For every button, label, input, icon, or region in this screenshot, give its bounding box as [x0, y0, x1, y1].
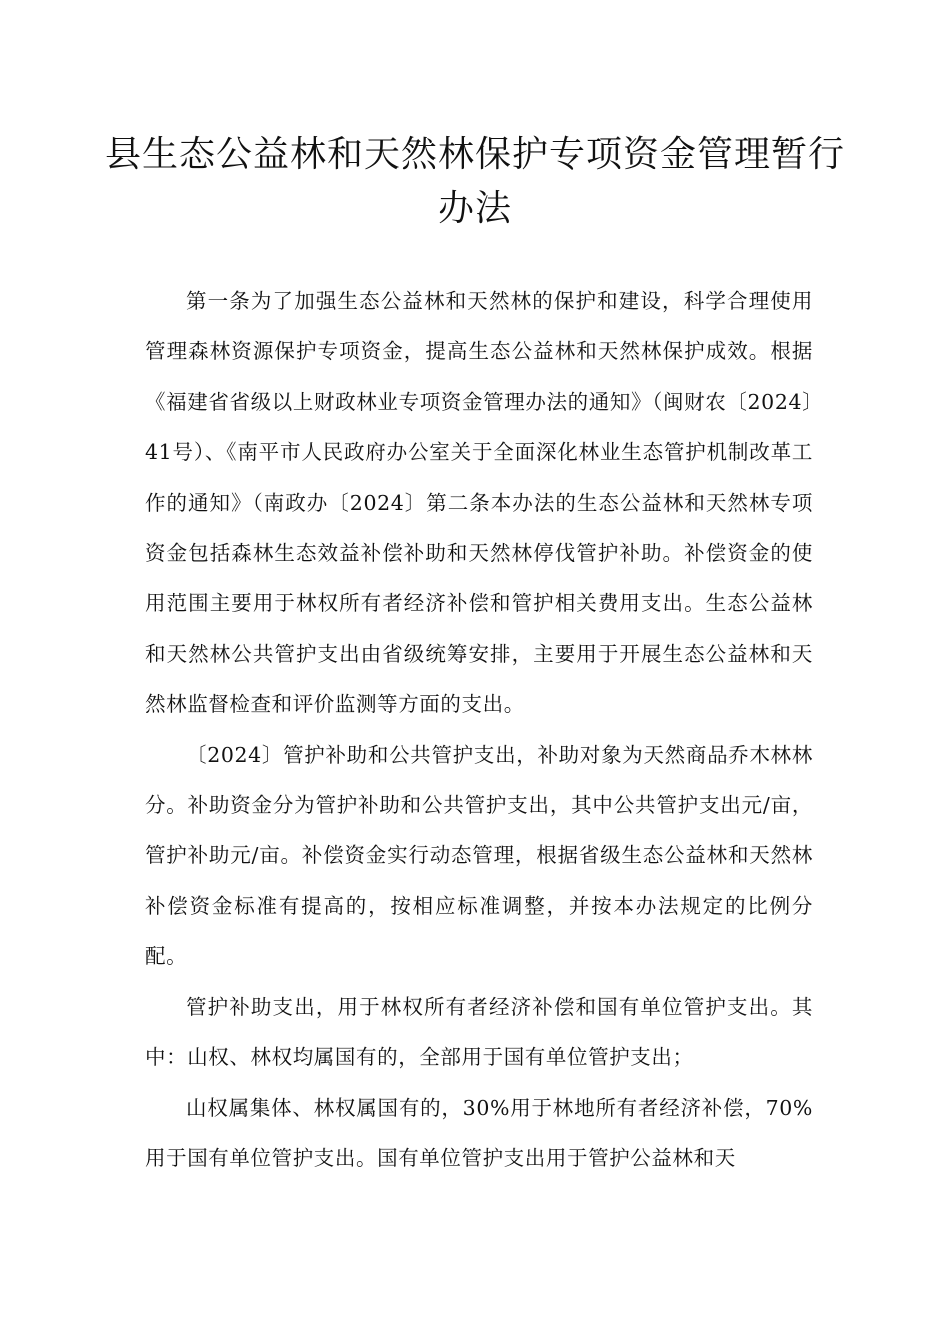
document-body [145, 276, 813, 1183]
document-title: 县生态公益林和天然林保护专项资金管理暂行办法 [104, 134, 845, 229]
paragraph-3: 管护补助支出，用于林权所有者经济补偿和国有单位管护支出。其中：山权、林权均属国有的，全部用于国有单位管护支出； [145, 994, 813, 1070]
paragraph-2: 〔2024〕管护补助和公共管护支出，补助对象为天然商品乔木林林分。补助资金分为管护补助和公共管护支出，其中公共管护支出元/亩，管护补助元/亩。补偿资金实行动态管理，根据省级生态公益林和天然林补偿资金标准有提高的，按相应标准调整，并按本办法规定的比例分配。 [145, 742, 813, 969]
paragraph-1: 第一条为了加强生态公益林和天然林的保护和建设，科学合理使用管理森林资源保护专项资金，提高生态公益林和天然林保护成效。根据《福建省省级以上财政林业专项资金管理办法的通知》（闽财农〔2024〕41号）、《南平市人民政府办公室关于全面深化林业生态管护机制改革工作的通知》（南政办〔2024〕第二条本办法的生态公益林和天然林专项资金包括森林生态效益补偿补助和天然林停伐管护补助。补偿资金的使用范围主要用于林权所有者经济补偿和管护相关费用支出。生态公益林和天然林公共管护支出由省级统筹安排，主要用于开展生态公益林和天然林监督检查和评价监测等方面的支出。 [145, 289, 813, 717]
paragraph-4: 山权属集体、林权属国有的，30%用于林地所有者经济补偿，70%用于国有单位管护支出。国有单位管护支出用于管护公益林和天 [145, 1095, 813, 1170]
